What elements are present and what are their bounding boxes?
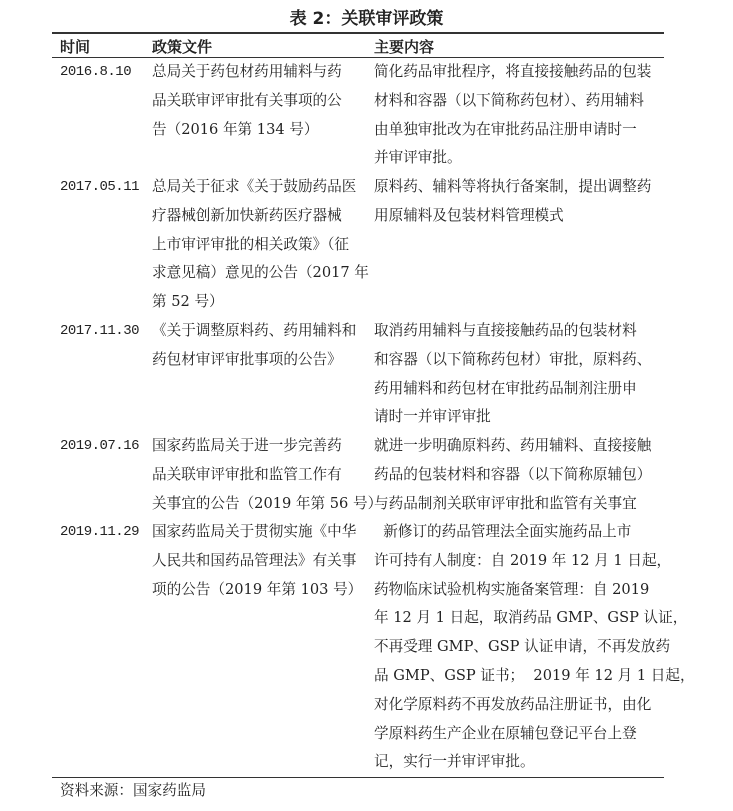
content-cell xyxy=(374,173,651,231)
text-line: 许可持有人制度：自 2019 年 12 月 1 日起， xyxy=(374,551,672,569)
content-cell xyxy=(374,518,695,777)
text-line: 人民共和国药品管理法》有关事 xyxy=(152,551,357,569)
text-line: 材料和容器（以下简称药包材）、药用辅料 xyxy=(374,91,644,109)
text-line: 《关于调整原料药、药用辅料和 xyxy=(152,322,357,339)
policy-cell xyxy=(152,432,382,518)
text-line: 国家药监局关于贯彻实施《中华 xyxy=(152,523,357,540)
text-line: 求意见稿）意见的公告（2017 年 xyxy=(152,264,369,282)
text-line: 品关联审评审批有关事项的公 xyxy=(152,91,342,109)
text-line: 药包材审评审批事项的公告》 xyxy=(152,350,342,368)
date-cell: 2019.07.16 xyxy=(60,438,140,454)
text-line: 记，实行一并审评审批。 xyxy=(374,753,535,771)
text-line: 不再受理 GMP、GSP 认证申请，不再发放药 xyxy=(374,638,671,656)
header-policy: 政策文件 xyxy=(152,38,213,56)
text-line: 品 GMP、GSP 证书； 2019 年 12 月 1 日起， xyxy=(374,666,695,684)
text-line: 取消药用辅料与直接接触药品的包装材料 xyxy=(374,322,637,339)
content-cell xyxy=(374,317,651,432)
date-cell: 2017.05.11 xyxy=(60,179,140,195)
text-line: 药品的包装材料和容器（以下简称原辅包） xyxy=(374,465,652,483)
text-line: 和容器（以下简称药包材）审批，原料药、 xyxy=(374,350,652,368)
text-line: 年 12 月 1 日起，取消药品 GMP、GSP 认证， xyxy=(374,609,688,627)
text-line: 项的公告（2019 年第 103 号） xyxy=(152,580,363,598)
date-cell: 2016.8.10 xyxy=(60,64,132,80)
text-line: 药物临床试验机构实施备案管理：自 2019 xyxy=(374,580,650,598)
policy-cell xyxy=(152,317,356,375)
text-line: 疗器械创新加快新药医疗器械 xyxy=(152,206,342,224)
text-line: 请时一并审评审批 xyxy=(374,408,491,426)
text-line: 药用辅料和药包材在审批药品制剂注册申 xyxy=(374,379,637,397)
date-cell: 2017.11.30 xyxy=(60,323,140,339)
text-line: 国家药监局关于进一步完善药 xyxy=(152,437,342,454)
header-content: 主要内容 xyxy=(374,38,435,56)
text-line: 告（2016 年第 134 号） xyxy=(152,120,319,138)
header-date: 时间 xyxy=(60,38,91,56)
text-line: 与药品制剂关联审评审批和监管有关事宜 xyxy=(374,494,637,512)
source-note: 资料来源：国家药监局 xyxy=(60,782,206,799)
content-cell xyxy=(374,432,651,518)
text-line: 由单独审批改为在审批药品注册申请时一 xyxy=(374,120,637,138)
text-line: 品关联审评审批和监管工作有 xyxy=(152,465,342,483)
content-cell xyxy=(374,58,651,173)
policy-cell xyxy=(152,58,342,144)
text-line: 学原料药生产企业在原辅包登记平台上登 xyxy=(374,724,637,742)
policy-cell xyxy=(152,518,362,604)
text-line: 新修订的药品管理法全面实施药品上市 xyxy=(374,523,632,540)
text-line: 关事宜的公告（2019 年第 56 号） xyxy=(152,494,383,512)
top-rule xyxy=(52,32,664,34)
date-cell: 2019.11.29 xyxy=(60,524,140,540)
text-line: 对化学原料药不再发放药品注册证书，由化 xyxy=(374,695,652,713)
text-line: 原料药、辅料等将执行备案制，提出调整药 xyxy=(374,178,652,195)
table-title: 表 2：关联审评政策 xyxy=(289,9,444,29)
text-line: 用原辅料及包装材料管理模式 xyxy=(374,206,564,224)
text-line: 总局关于药包材药用辅料与药 xyxy=(152,63,342,80)
text-line: 就进一步明确原料药、药用辅料、直接接触 xyxy=(374,437,652,454)
text-line: 第 52 号） xyxy=(152,293,224,311)
text-line: 总局关于征求《关于鼓励药品医 xyxy=(152,178,357,195)
policy-cell xyxy=(152,173,369,317)
text-line: 简化药品审批程序，将直接接触药品的包装 xyxy=(374,63,652,80)
text-line: 上市审评审批的相关政策》（征 xyxy=(152,235,350,253)
text-line: 并审评审批。 xyxy=(374,149,462,167)
